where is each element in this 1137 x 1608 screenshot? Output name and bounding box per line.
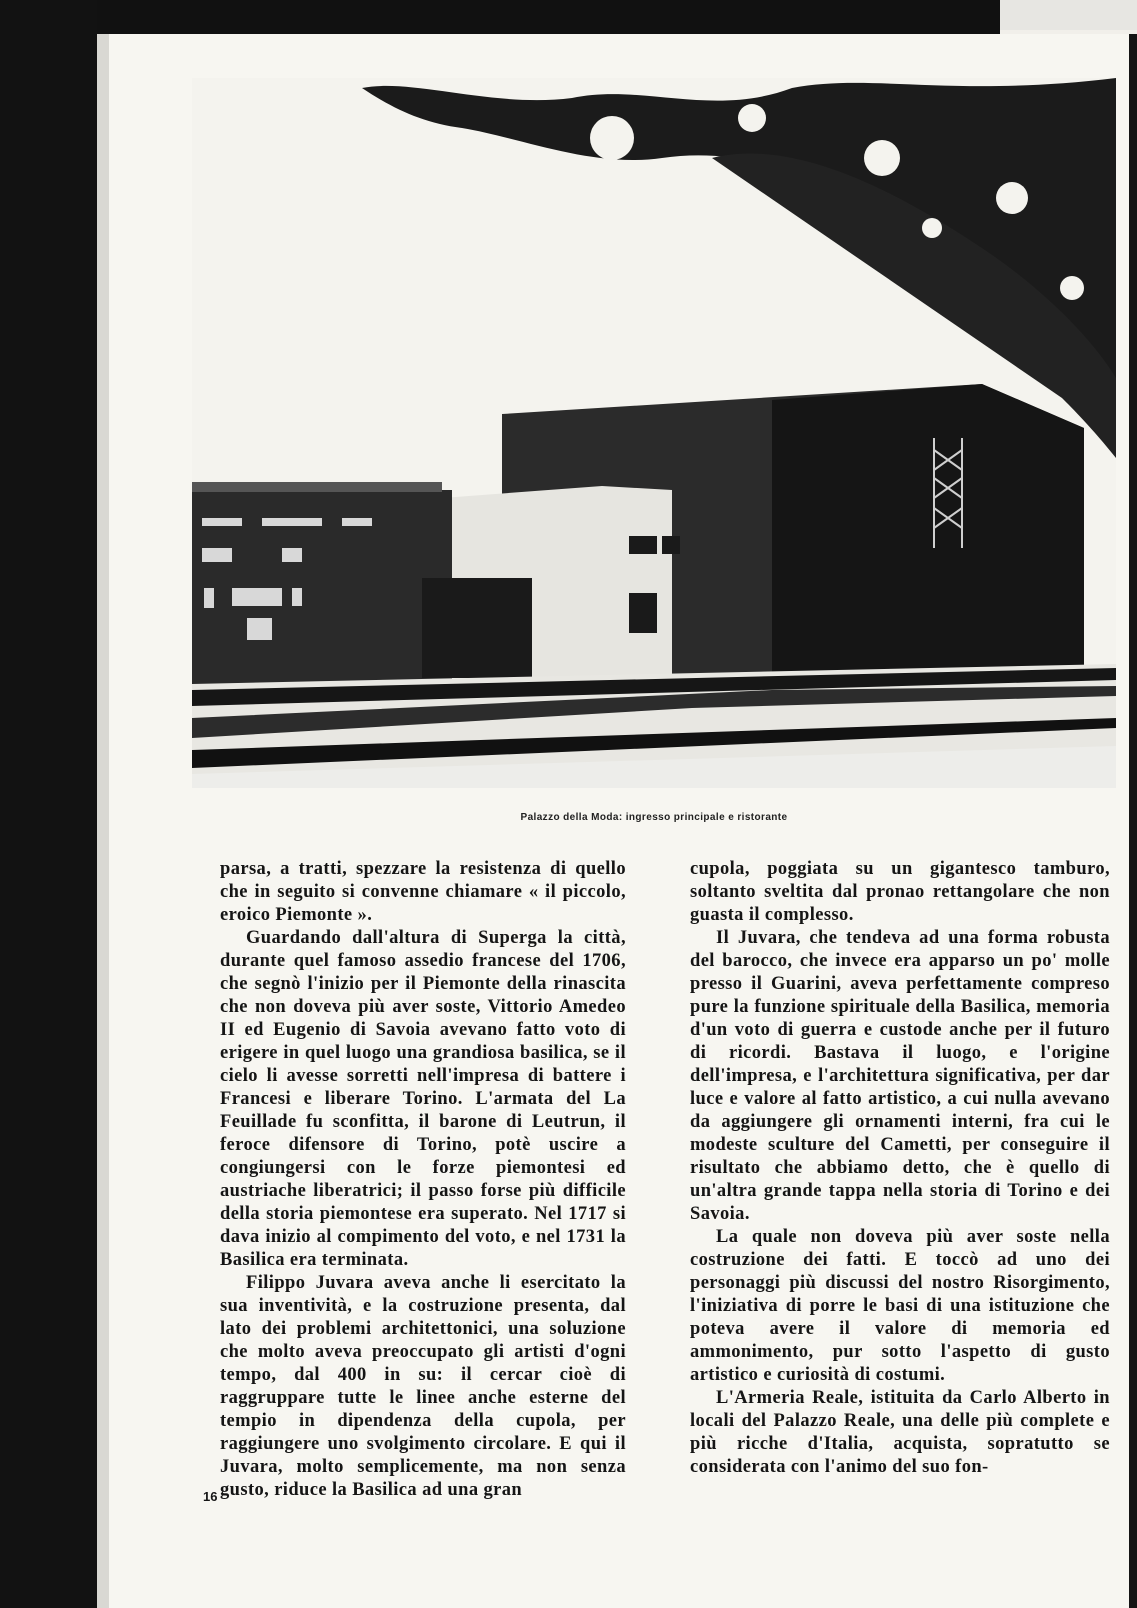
paragraph: Filippo Juvara aveva anche li esercitato la sua inventività, e la costruzione presenta, dal lato dei problemi architettonici, una soluzione che molto aveva preoccupato gli artisti d'ogni tempo, dal 400 in su: il cercar cioè di raggruppare tutte le linee anche esterne del tempio in dipendenza della cupola, per raggiungere uno svolgimento circolare. E qui il Juvara, molto semplicemente, ma non senza gusto, riduce la Basilica ad una gran bbox=[220, 1273, 626, 1500]
scan-binding-shadow bbox=[0, 0, 97, 1608]
paragraph: L'Armeria Reale, istituita da Carlo Alberto in locali del Palazzo Reale, una delle più complete e più ricche d'Italia, acquista, sopratutto se considerata con l'animo del suo fon- bbox=[690, 1388, 1110, 1477]
building-photo-icon bbox=[192, 78, 1116, 788]
page-number: 16 bbox=[203, 1489, 218, 1504]
scan-page-stack-edge bbox=[97, 34, 109, 1608]
scan-top-right-margin bbox=[1000, 0, 1137, 30]
paragraph: cupola, poggiata su un gigantesco tamburo, soltanto sveltita dal pronao rettangolare che non guasta il complesso. bbox=[690, 859, 1110, 925]
building-photo bbox=[192, 78, 1116, 788]
scan-right-border bbox=[1129, 34, 1137, 1608]
paragraph: La quale non doveva più aver soste nella costruzione dei fatti. E toccò ad uno dei personaggi più discussi del nostro Risorgimento, l'iniziativa di porre le basi di una istituzione che poteva avere il valore di memoria ed ammonimento, pur sotto l'aspetto di gusto artistico e curiosità di costumi. bbox=[690, 1227, 1110, 1385]
left-text-column bbox=[220, 858, 626, 1502]
scan-top-border bbox=[0, 0, 1000, 34]
right-text-column bbox=[690, 858, 1110, 1479]
paragraph: Il Juvara, che tendeva ad una forma robusta del barocco, che invece era apparso un po' molle presso il Guarini, aveva perfettamente compreso pure la funzione spirituale della Basilica, memoria d'un voto di guerra e custode anche per il futuro di ricordi. Bastava il luogo, e l'origine dell'impresa, e l'architettura significativa, per dar luce e valore al fatto artistico, a cui nulla avevano da aggiungere gli ornamenti interni, fra cui le modeste sculture del Cametti, per conseguire il risultato che abbiamo detto, che è quello di un'altra grande tappa nella storia di Torino e dei Savoia. bbox=[690, 928, 1110, 1224]
paragraph: parsa, a tratti, spezzare la resistenza di quello che in seguito si convenne chiamare « il piccolo, eroico Piemonte ». bbox=[220, 859, 626, 925]
photo-caption: Palazzo della Moda: ingresso principale e ristorante bbox=[520, 812, 788, 823]
paragraph: Guardando dall'altura di Superga la città, durante quel famoso assedio francese del 1706, che segnò l'inizio per il Piemonte della rinascita che non doveva più aver soste, Vittorio Amedeo II ed Eugenio di Savoia avevano fatto voto di erigere in quel luogo una grandiosa basilica, se il cielo li avesse sorretti nell'impresa di battere i Francesi e liberare Torino. L'armata del La Feuillade fu sconfitta, il barone di Leutrun, il feroce difensore di Torino, potè uscire a congiungersi con le forze piemontesi ed austriache liberatrici; il passo forse più difficile della storia piemontese era superato. Nel 1717 si dava inizio al compimento del voto, e nel 1731 la Basilica era terminata. bbox=[220, 928, 626, 1270]
